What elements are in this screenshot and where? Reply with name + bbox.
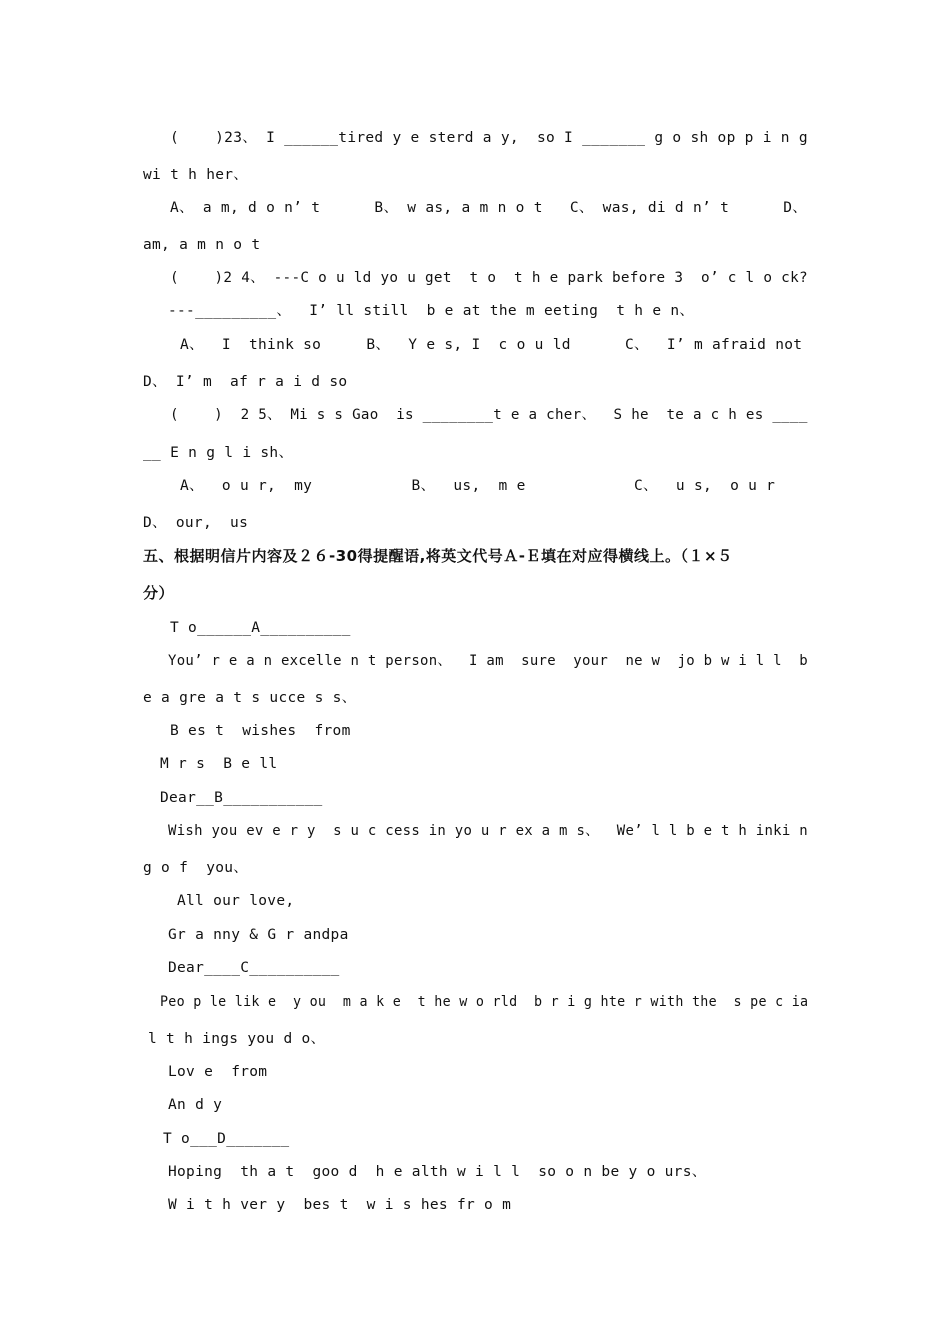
- q24-stem-line1: ( )2 4、 ---C o u ld yo u get t o t h e park before 3 o’ c l o ck?: [170, 270, 808, 286]
- card-b-closing: All our love,: [177, 893, 295, 909]
- card-b-body-line2: g o f you、: [143, 860, 249, 876]
- section5-heading-line1: 五、根据明信片内容及２６-30得提醒语,将英文代号Ａ-Ｅ填在对应得横线上。（１×５: [143, 547, 733, 565]
- q25-options-line2: D、 our, us: [143, 515, 249, 531]
- card-a-body-line1: You’ r e a n excelle n t person、 I am sure your ne w jo b w i l l b: [168, 653, 808, 669]
- q23-options-line1: A、 a m, d o n’ t B、 w as, a m n o t C、 was, di d n’ t D、: [170, 200, 808, 216]
- card-b-addressee: Dear__B___________: [160, 790, 323, 806]
- card-c-closing: Lov e from: [168, 1064, 268, 1080]
- q24-stem-line2: ---_________、 I’ ll still b e at the m eeting t h e n、: [168, 303, 695, 319]
- card-d-body-line1: Hoping th a t goo d h e alth w i l l so o n be y o urs、: [168, 1164, 707, 1180]
- card-d-closing: W i t h ver y bes t w i s hes fr o m: [168, 1197, 512, 1213]
- card-c-body-line1: Peo p le lik e y ou m a k e t he w o rld b r i g hte r with the s pe c ia: [160, 994, 809, 1010]
- q25-stem-line2: __ E n g l i sh、: [143, 445, 294, 461]
- card-a-addressee: T o______A__________: [170, 620, 351, 636]
- card-b-body-line1: Wish you ev e r y s u c cess in yo u r ex a m s、 We’ l l b e t h inki n: [168, 823, 808, 839]
- card-c-body-line2: l t h ings you d o、: [148, 1031, 326, 1047]
- q24-options-line2: D、 I’ m af r a i d so: [143, 374, 348, 390]
- card-a-signature: M r s B e ll: [160, 756, 278, 772]
- q25-options-line1: A、 o u r, my B、 us, m e C、 u s, o u r: [180, 478, 776, 494]
- q23-stem-line1: ( )23、 I ______tired y e sterd a y, so I _______ g o sh op p i n g: [170, 130, 808, 146]
- q25-stem-line1: ( ) 2 5、 Mi s s Gao is ________t e a cher、 S he te a c h es ____: [170, 407, 808, 423]
- card-d-addressee: T o___D_______: [163, 1131, 290, 1147]
- q23-stem-line2: wi t h her、: [143, 167, 249, 183]
- q23-options-line2: am, a m n o t: [143, 237, 261, 253]
- card-c-addressee: Dear____C__________: [168, 960, 340, 976]
- card-a-closing: B es t wishes from: [170, 723, 351, 739]
- card-c-signature: An d y: [168, 1097, 223, 1113]
- section5-heading-line2: 分）: [143, 584, 175, 602]
- q24-options-line1: A、 I think so B、 Y e s, I c o u ld C、 I’ m afraid not: [180, 337, 803, 353]
- card-b-signature: Gr a nny & G r andpa: [168, 927, 349, 943]
- card-a-body-line2: e a gre a t s ucce s s、: [143, 690, 357, 706]
